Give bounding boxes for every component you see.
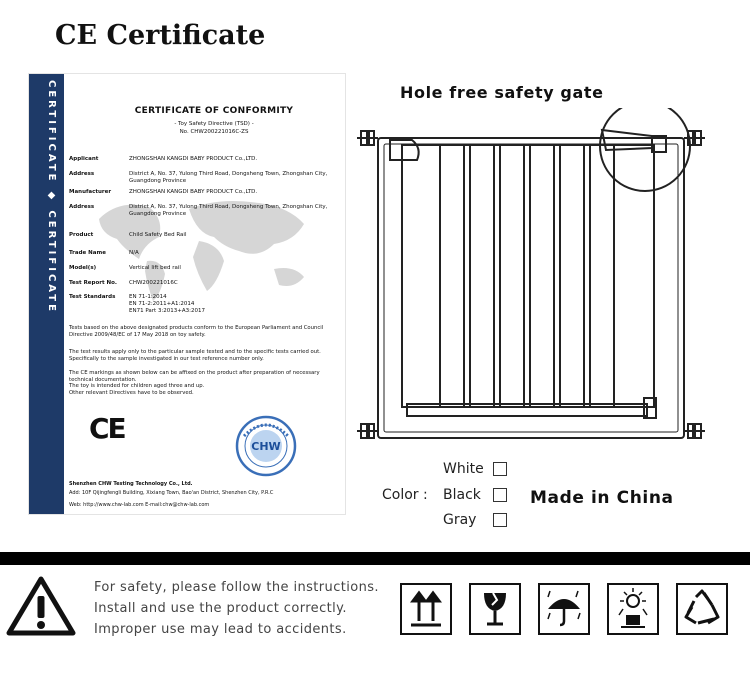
field-label: Model(s) — [69, 265, 97, 271]
white-checkbox[interactable] — [493, 462, 507, 476]
recycle-icon — [676, 583, 728, 635]
keep-from-sunlight-icon — [607, 583, 659, 635]
safety-gate-drawing — [352, 108, 712, 448]
keep-dry-icon — [538, 583, 590, 635]
made-in-label: Made in China — [530, 488, 674, 508]
field-value: ZHONGSHAN KANGDI BABY PRODUCT Co.,LTD. — [129, 189, 258, 195]
warning-icon — [6, 576, 76, 636]
ce-certificate-document — [28, 73, 346, 515]
gate-title: Hole free safety gate — [400, 83, 604, 102]
testing-seal-stamp — [234, 414, 298, 478]
certificate-subtitle: - Toy Safety Directive (TSD) - — [174, 121, 254, 127]
page-heading: CE Certificate — [55, 20, 266, 51]
field-value: Child Safety Bed Rail — [129, 232, 187, 238]
field-value: CHW200221016C — [129, 280, 178, 286]
certificate-title: CERTIFICATE OF CONFORMITY — [134, 106, 294, 116]
marking-paragraph: The CE markings as shown below can be affixed on the product after preparation of necessary technical documentation. The toy is intended for children aged three and up. Other relevant Directives have to be observed. — [69, 370, 320, 396]
certificate-side-band — [29, 74, 64, 514]
field-value: EN 71-1:2014 EN 71-2:2011+A1:2014 EN71 Part 3:2013+A3:2017 — [129, 294, 206, 314]
fragile-icon — [469, 583, 521, 635]
field-label: Address — [69, 204, 95, 210]
color-option-gray: Gray — [443, 512, 477, 528]
footer-web: Web: http://www.chw-lab.com E-mail:chw@chw-lab.com — [69, 502, 210, 508]
warning-line-2: Install and use the product correctly. — [94, 601, 347, 616]
field-value: District A, No. 37, Yulong Third Road, Dongsheng Town, Zhongshan City, Guangdong Province — [129, 171, 328, 184]
warning-line-1: For safety, please follow the instructions. — [94, 580, 379, 595]
band-text: CERTIFICATE ◆ CERTIFICATE — [46, 80, 57, 314]
field-label: Manufacturer — [69, 189, 112, 195]
color-option-white: White — [443, 461, 484, 477]
scope-paragraph: The test results apply only to the particular sample tested and to the specific tests carried out. Specifically to the sample investigated in our test reference number only. — [69, 349, 321, 362]
field-value: Vertical lift bed rail — [129, 265, 181, 271]
color-option-black: Black — [443, 487, 481, 503]
field-label: Test Standards — [69, 294, 116, 300]
field-label: Trade Name — [69, 250, 106, 256]
footer-company: Shenzhen CHW Testing Technology Co., Ltd. — [69, 481, 193, 487]
field-value: District A, No. 37, Yulong Third Road, Dongsheng Town, Zhongshan City, Guangdong Province — [129, 204, 328, 217]
black-checkbox[interactable] — [493, 488, 507, 502]
field-label: Applicant — [69, 156, 99, 162]
field-value: N/A — [129, 250, 139, 256]
warning-line-3: Improper use may lead to accidents. — [94, 622, 347, 637]
gray-checkbox[interactable] — [493, 513, 507, 527]
field-label: Address — [69, 171, 95, 177]
field-value: ZHONGSHAN KANGDI BABY PRODUCT Co.,LTD. — [129, 156, 258, 162]
field-label: Product — [69, 232, 94, 238]
this-way-up-icon — [400, 583, 452, 635]
certificate-number: No. CHW200221016C-ZS — [179, 129, 249, 135]
field-label: Test Report No. — [69, 280, 117, 286]
section-divider — [0, 552, 750, 565]
color-label: Color : — [382, 487, 428, 503]
svg-text:CHW: CHW — [251, 440, 281, 453]
ce-mark: CE — [89, 412, 125, 445]
conformity-paragraph: Tests based on the above designated products conform to the European Parliament and Council Directive 2009/48/EC of 17 May 2018 on toy safety. — [69, 325, 324, 338]
footer-address: Add: 10F Qijingfengli Building, Xixiang Town, Bao'an District, Shenzhen City, P.R.C — [69, 490, 274, 496]
